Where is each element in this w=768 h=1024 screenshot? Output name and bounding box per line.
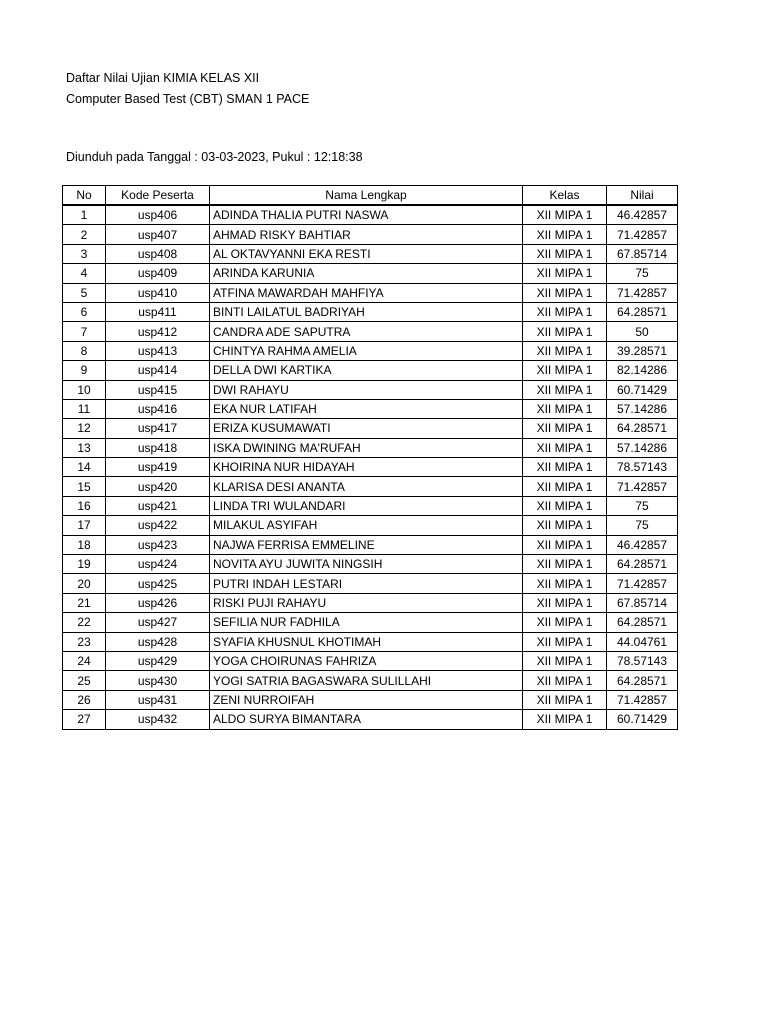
- cell-kelas: XII MIPA 1: [523, 555, 607, 574]
- table-row: [63, 322, 678, 341]
- cell-kode-peserta: usp407: [106, 225, 210, 244]
- cell-nama-lengkap: ATFINA MAWARDAH MAHFIYA: [210, 283, 523, 302]
- cell-nama-lengkap: SYAFIA KHUSNUL KHOTIMAH: [210, 632, 523, 651]
- cell-kelas: XII MIPA 1: [523, 399, 607, 418]
- cell-kode-peserta: usp427: [106, 613, 210, 632]
- cell-nama-lengkap: PUTRI INDAH LESTARI: [210, 574, 523, 593]
- cell-nama-lengkap: DELLA DWI KARTIKA: [210, 361, 523, 380]
- cell-no: 12: [63, 419, 106, 438]
- table-row: [63, 574, 678, 593]
- cell-kelas: XII MIPA 1: [523, 264, 607, 283]
- cell-nilai: 71.42857: [607, 225, 678, 244]
- cell-nilai: 39.28571: [607, 341, 678, 360]
- table-row: [63, 361, 678, 380]
- cell-no: 20: [63, 574, 106, 593]
- cell-no: 27: [63, 710, 106, 729]
- cell-nilai: 71.42857: [607, 283, 678, 302]
- cell-nama-lengkap: AL OKTAVYANNI EKA RESTI: [210, 244, 523, 263]
- cell-kelas: XII MIPA 1: [523, 477, 607, 496]
- cell-kelas: XII MIPA 1: [523, 322, 607, 341]
- cell-nama-lengkap: ISKA DWINING MA'RUFAH: [210, 438, 523, 457]
- header-kelas: Kelas: [523, 186, 607, 206]
- cell-kelas: XII MIPA 1: [523, 632, 607, 651]
- cell-kelas: XII MIPA 1: [523, 361, 607, 380]
- cell-kelas: XII MIPA 1: [523, 225, 607, 244]
- cell-kode-peserta: usp408: [106, 244, 210, 263]
- cell-kelas: XII MIPA 1: [523, 458, 607, 477]
- table-row: [63, 380, 678, 399]
- cell-kode-peserta: usp430: [106, 671, 210, 690]
- cell-nama-lengkap: CHINTYA RAHMA AMELIA: [210, 341, 523, 360]
- cell-no: 10: [63, 380, 106, 399]
- cell-nilai: 46.42857: [607, 535, 678, 554]
- cell-kode-peserta: usp423: [106, 535, 210, 554]
- cell-kelas: XII MIPA 1: [523, 419, 607, 438]
- cell-nilai: 75: [607, 496, 678, 515]
- cell-kode-peserta: usp420: [106, 477, 210, 496]
- cell-nama-lengkap: NOVITA AYU JUWITA NINGSIH: [210, 555, 523, 574]
- cell-nilai: 50: [607, 322, 678, 341]
- table-row: [63, 419, 678, 438]
- cell-nama-lengkap: ARINDA KARUNIA: [210, 264, 523, 283]
- cell-nama-lengkap: CANDRA ADE SAPUTRA: [210, 322, 523, 341]
- cell-kelas: XII MIPA 1: [523, 438, 607, 457]
- cell-kelas: XII MIPA 1: [523, 341, 607, 360]
- table-row: [63, 613, 678, 632]
- header-nama-lengkap: Nama Lengkap: [210, 186, 523, 206]
- cell-nama-lengkap: ALDO SURYA BIMANTARA: [210, 710, 523, 729]
- cell-kode-peserta: usp426: [106, 593, 210, 612]
- cell-nama-lengkap: NAJWA FERRISA EMMELINE: [210, 535, 523, 554]
- cell-nilai: 75: [607, 264, 678, 283]
- cell-nilai: 64.28571: [607, 419, 678, 438]
- cell-nama-lengkap: KHOIRINA NUR HIDAYAH: [210, 458, 523, 477]
- cell-kode-peserta: usp428: [106, 632, 210, 651]
- grades-table-body: [63, 205, 678, 729]
- cell-no: 3: [63, 244, 106, 263]
- cell-kode-peserta: usp410: [106, 283, 210, 302]
- document-title: Daftar Nilai Ujian KIMIA KELAS XII: [66, 71, 260, 85]
- cell-kelas: XII MIPA 1: [523, 593, 607, 612]
- cell-nama-lengkap: KLARISA DESI ANANTA: [210, 477, 523, 496]
- cell-nama-lengkap: ZENI NURROIFAH: [210, 690, 523, 709]
- cell-nama-lengkap: DWI RAHAYU: [210, 380, 523, 399]
- cell-nama-lengkap: MILAKUL ASYIFAH: [210, 516, 523, 535]
- cell-no: 7: [63, 322, 106, 341]
- cell-nilai: 67.85714: [607, 593, 678, 612]
- cell-kode-peserta: usp432: [106, 710, 210, 729]
- cell-no: 15: [63, 477, 106, 496]
- cell-nilai: 82.14286: [607, 361, 678, 380]
- header-row: [63, 186, 678, 206]
- cell-kode-peserta: usp416: [106, 399, 210, 418]
- cell-nilai: 78.57143: [607, 458, 678, 477]
- cell-kode-peserta: usp413: [106, 341, 210, 360]
- cell-no: 22: [63, 613, 106, 632]
- table-row: [63, 690, 678, 709]
- cell-kode-peserta: usp409: [106, 264, 210, 283]
- cell-kode-peserta: usp424: [106, 555, 210, 574]
- cell-nama-lengkap: YOGI SATRIA BAGASWARA SULILLAHI: [210, 671, 523, 690]
- header-no: No: [63, 186, 106, 206]
- cell-kode-peserta: usp414: [106, 361, 210, 380]
- cell-no: 17: [63, 516, 106, 535]
- grades-table: [62, 185, 678, 730]
- cell-nilai: 46.42857: [607, 205, 678, 225]
- table-row: [63, 244, 678, 263]
- table-row: [63, 496, 678, 515]
- cell-kelas: XII MIPA 1: [523, 690, 607, 709]
- table-row: [63, 477, 678, 496]
- cell-kelas: XII MIPA 1: [523, 496, 607, 515]
- table-row: [63, 205, 678, 225]
- cell-nama-lengkap: ADINDA THALIA PUTRI NASWA: [210, 205, 523, 225]
- cell-kode-peserta: usp417: [106, 419, 210, 438]
- cell-nama-lengkap: RISKI PUJI RAHAYU: [210, 593, 523, 612]
- cell-nama-lengkap: BINTI LAILATUL BADRIYAH: [210, 302, 523, 321]
- cell-nilai: 60.71429: [607, 380, 678, 399]
- cell-nilai: 60.71429: [607, 710, 678, 729]
- cell-nilai: 64.28571: [607, 302, 678, 321]
- cell-no: 4: [63, 264, 106, 283]
- cell-no: 6: [63, 302, 106, 321]
- cell-nilai: 75: [607, 516, 678, 535]
- table-row: [63, 632, 678, 651]
- document-subtitle: Computer Based Test (CBT) SMAN 1 PACE: [66, 92, 310, 106]
- cell-kelas: XII MIPA 1: [523, 574, 607, 593]
- cell-kode-peserta: usp418: [106, 438, 210, 457]
- cell-no: 9: [63, 361, 106, 380]
- cell-nama-lengkap: SEFILIA NUR FADHILA: [210, 613, 523, 632]
- table-row: [63, 593, 678, 612]
- cell-nilai: 64.28571: [607, 555, 678, 574]
- cell-no: 11: [63, 399, 106, 418]
- cell-nilai: 71.42857: [607, 477, 678, 496]
- cell-nilai: 57.14286: [607, 399, 678, 418]
- table-row: [63, 399, 678, 418]
- cell-nama-lengkap: LINDA TRI WULANDARI: [210, 496, 523, 515]
- cell-kode-peserta: usp425: [106, 574, 210, 593]
- cell-kelas: XII MIPA 1: [523, 516, 607, 535]
- cell-no: 18: [63, 535, 106, 554]
- cell-no: 5: [63, 283, 106, 302]
- table-row: [63, 555, 678, 574]
- table-row: [63, 710, 678, 729]
- cell-kelas: XII MIPA 1: [523, 244, 607, 263]
- cell-no: 1: [63, 205, 106, 225]
- cell-no: 13: [63, 438, 106, 457]
- cell-nama-lengkap: AHMAD RISKY BAHTIAR: [210, 225, 523, 244]
- download-timestamp: Diunduh pada Tanggal : 03-03-2023, Pukul : 12:18:38: [66, 150, 363, 164]
- cell-kode-peserta: usp406: [106, 205, 210, 225]
- cell-kelas: XII MIPA 1: [523, 671, 607, 690]
- table-row: [63, 438, 678, 457]
- cell-kelas: XII MIPA 1: [523, 651, 607, 670]
- cell-kelas: XII MIPA 1: [523, 613, 607, 632]
- cell-no: 23: [63, 632, 106, 651]
- table-row: [63, 264, 678, 283]
- cell-kode-peserta: usp421: [106, 496, 210, 515]
- cell-kelas: XII MIPA 1: [523, 205, 607, 225]
- cell-kelas: XII MIPA 1: [523, 535, 607, 554]
- cell-nama-lengkap: ERIZA KUSUMAWATI: [210, 419, 523, 438]
- table-row: [63, 302, 678, 321]
- cell-kode-peserta: usp411: [106, 302, 210, 321]
- table-row: [63, 458, 678, 477]
- cell-kode-peserta: usp419: [106, 458, 210, 477]
- cell-kode-peserta: usp415: [106, 380, 210, 399]
- cell-kelas: XII MIPA 1: [523, 380, 607, 399]
- cell-kelas: XII MIPA 1: [523, 710, 607, 729]
- cell-no: 21: [63, 593, 106, 612]
- cell-kode-peserta: usp422: [106, 516, 210, 535]
- cell-kode-peserta: usp429: [106, 651, 210, 670]
- table-row: [63, 535, 678, 554]
- cell-nilai: 67.85714: [607, 244, 678, 263]
- table-row: [63, 225, 678, 244]
- cell-kode-peserta: usp431: [106, 690, 210, 709]
- cell-no: 8: [63, 341, 106, 360]
- cell-no: 16: [63, 496, 106, 515]
- table-row: [63, 341, 678, 360]
- table-row: [63, 651, 678, 670]
- cell-nama-lengkap: YOGA CHOIRUNAS FAHRIZA: [210, 651, 523, 670]
- cell-nilai: 78.57143: [607, 651, 678, 670]
- cell-no: 14: [63, 458, 106, 477]
- cell-nilai: 64.28571: [607, 671, 678, 690]
- cell-nama-lengkap: EKA NUR LATIFAH: [210, 399, 523, 418]
- header-kode-peserta: Kode Peserta: [106, 186, 210, 206]
- cell-no: 19: [63, 555, 106, 574]
- cell-kode-peserta: usp412: [106, 322, 210, 341]
- cell-nilai: 44.04761: [607, 632, 678, 651]
- cell-kelas: XII MIPA 1: [523, 283, 607, 302]
- cell-no: 24: [63, 651, 106, 670]
- grades-table-header: [63, 186, 678, 206]
- table-row: [63, 671, 678, 690]
- cell-nilai: 57.14286: [607, 438, 678, 457]
- cell-nilai: 71.42857: [607, 690, 678, 709]
- cell-nilai: 71.42857: [607, 574, 678, 593]
- cell-kelas: XII MIPA 1: [523, 302, 607, 321]
- cell-nilai: 64.28571: [607, 613, 678, 632]
- cell-no: 2: [63, 225, 106, 244]
- cell-no: 26: [63, 690, 106, 709]
- cell-no: 25: [63, 671, 106, 690]
- table-row: [63, 516, 678, 535]
- header-nilai: Nilai: [607, 186, 678, 206]
- table-row: [63, 283, 678, 302]
